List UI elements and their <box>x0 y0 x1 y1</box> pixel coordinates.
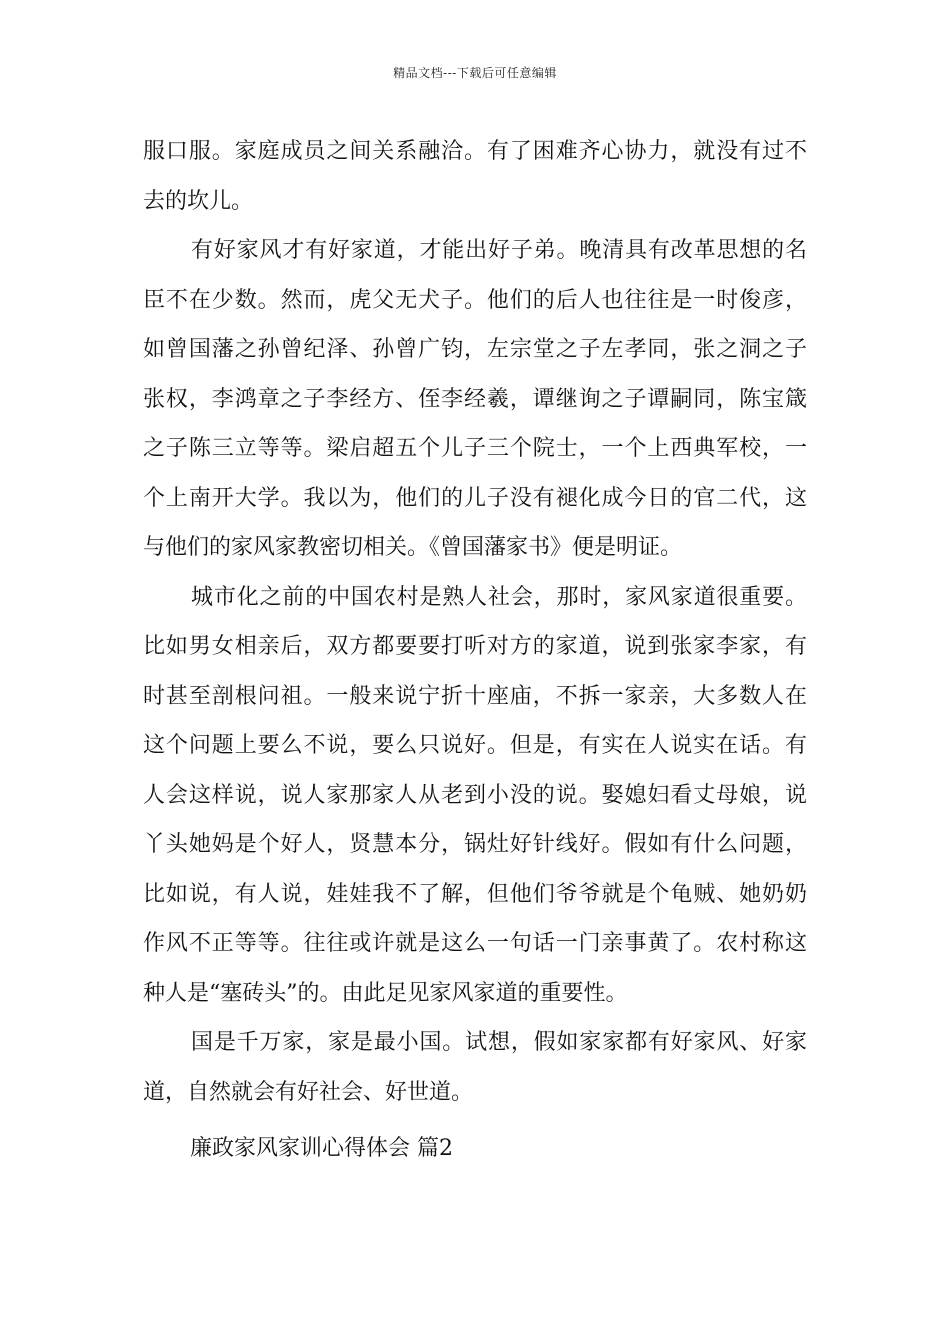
text-line: 国是千万家，家是最小国。试想，假如家家都有好家风、好家 <box>191 1030 807 1055</box>
text-line: 去的坎儿。 <box>143 188 254 214</box>
text-line: 作风不正等等。往往或许就是这么一句话一门亲事黄了。农村称这 <box>143 931 807 956</box>
text-line: 城市化之前的中国农村是熟人社会，那时，家风家道很重要。 <box>191 584 807 610</box>
page-header: 精品文档---下载后可任意编辑 <box>393 66 557 80</box>
text-line: 比如男女相亲后，双方都要要打听对方的家道，说到张家李家，有 <box>143 634 807 659</box>
text-line: 时甚至剖根问祖。一般来说宁折十座庙，不拆一家亲，大多数人在 <box>143 683 807 709</box>
text-line: 丫头她妈是个好人，贤慧本分，锅灶好针线好。假如有什么问题， <box>143 832 807 857</box>
text-line: 张权，李鸿章之子李经方、侄李经羲，谭继询之子谭嗣同，陈宝箴 <box>143 386 807 412</box>
text-line: 臣不在少数。然而，虎父无犬子。他们的后人也往往是一时俊彦， <box>143 287 807 313</box>
text-line: 人会这样说，说人家那家人从老到小没的说。娶媳妇看丈母娘，说 <box>143 782 807 808</box>
text-line: 个上南开大学。我以为，他们的儿子没有褪化成今日的官二代，这 <box>143 485 807 511</box>
text-line: 这个问题上要么不说，要么只说好。但是，有实在人说实在话。有 <box>143 733 807 758</box>
text-line: 如曾国藩之孙曾纪泽、孙曾广钧，左宗堂之子左孝同，张之洞之子 <box>143 337 807 362</box>
text-line: 道，自然就会有好社会、好世道。 <box>143 1079 474 1105</box>
text-line: 之子陈三立等等。梁启超五个儿子三个院士，一个上西典军校，一 <box>143 436 807 461</box>
section-title: 廉政家风家训心得体会 篇2 <box>190 1136 453 1161</box>
text-line: 服口服。家庭成员之间关系融洽。有了困难齐心协力，就没有过不 <box>143 139 807 164</box>
text-line: 有好家风才有好家道，才能出好子弟。晚清具有改革思想的名 <box>191 238 807 263</box>
text-line: 比如说，有人说，娃娃我不了解，但他们爷爷就是个龟贼、她奶奶 <box>143 881 807 907</box>
text-line: 与他们的家风家教密切相关。《曾国藩家书》便是明证。 <box>143 535 683 560</box>
text-line: 种人是“塞砖头”的。由此足见家风家道的重要性。 <box>143 980 628 1006</box>
body-text <box>143 127 807 1117</box>
